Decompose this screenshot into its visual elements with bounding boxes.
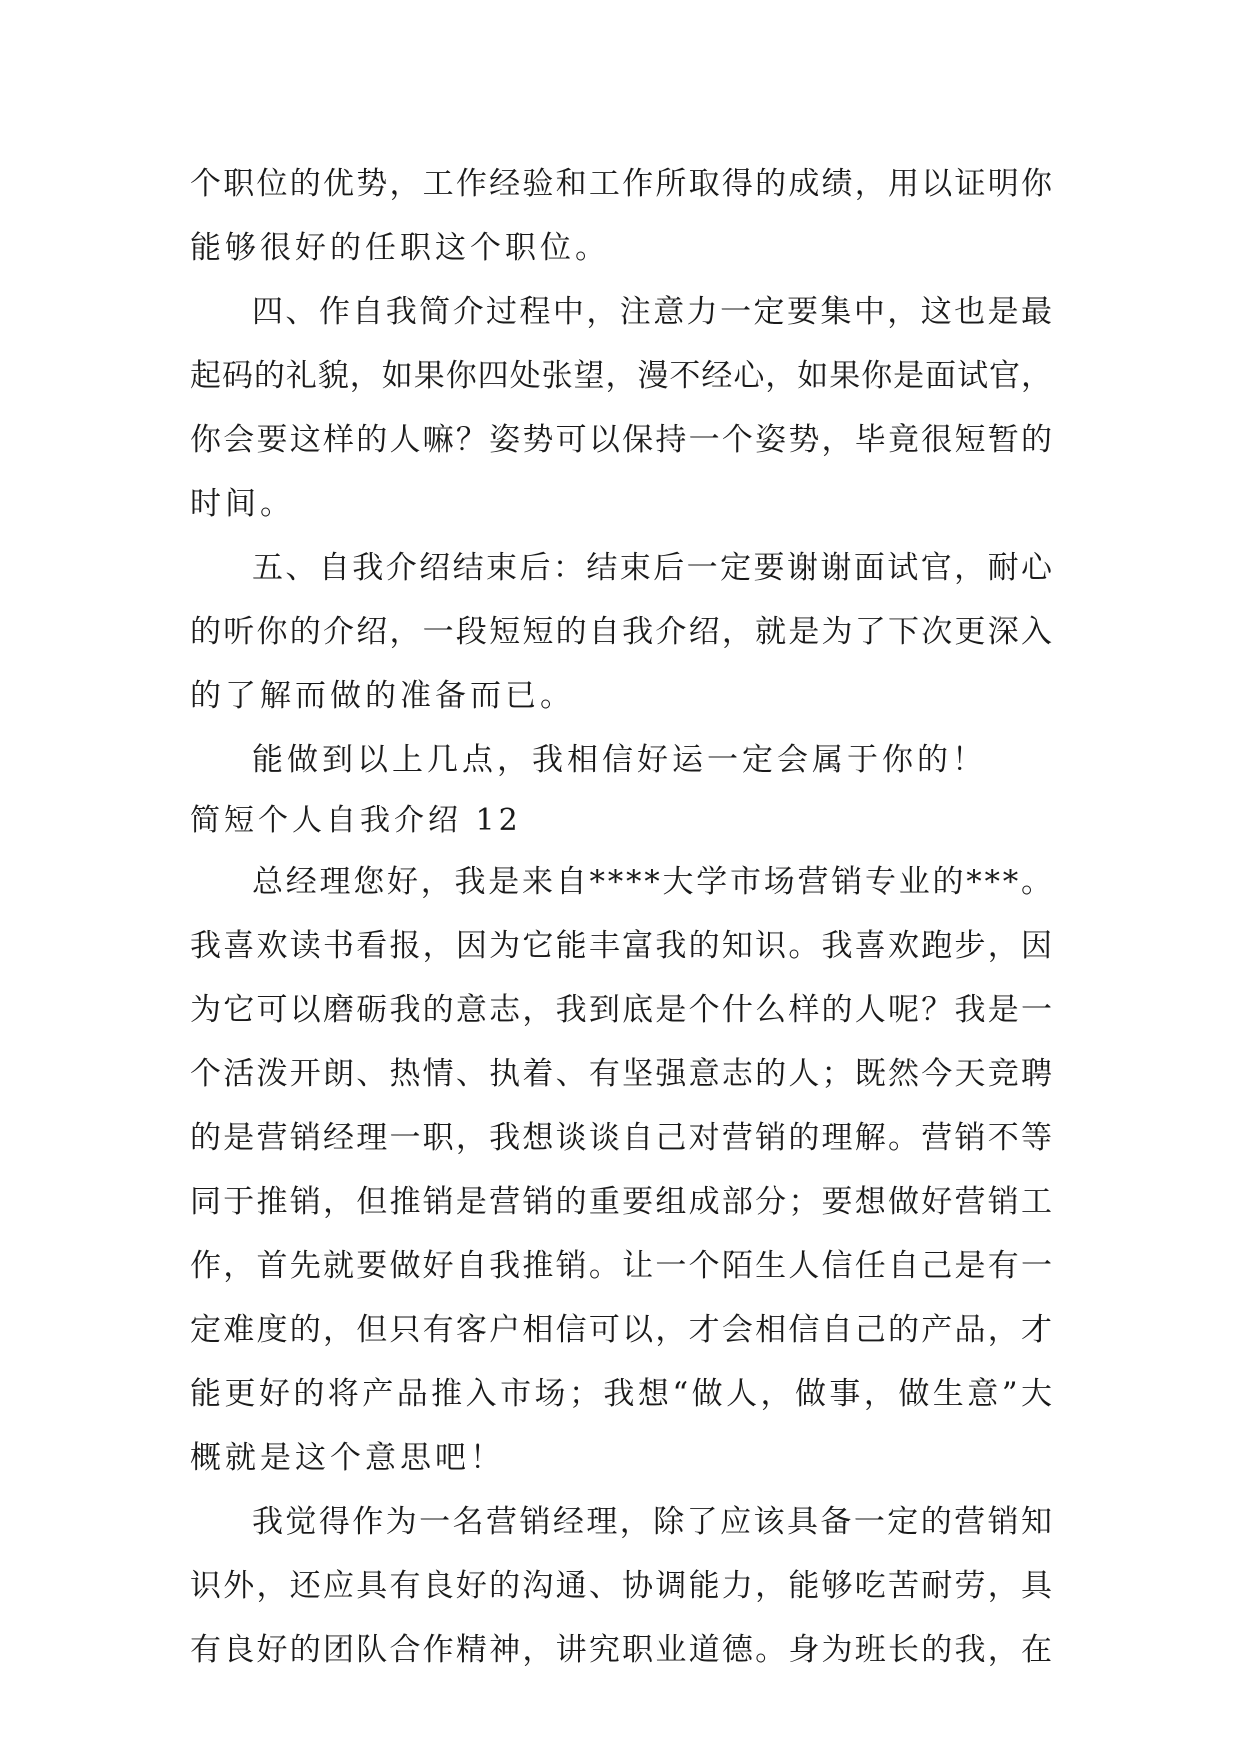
text-line: 能做到以上几点，我相信好运一定会属于你的！ (252, 742, 987, 778)
text-line: 为它可以磨砺我的意志，我到底是个什么样的人呢？我是一 (190, 992, 1055, 1028)
text-line: 时间。 (190, 486, 295, 522)
text-line: 个活泼开朗、热情、执着、有坚强意志的人；既然今天竞聘 (190, 1056, 1055, 1092)
text-line: 识外，还应具有良好的沟通、协调能力，能够吃苦耐劳，具 (190, 1568, 1055, 1604)
text-line: 起码的礼貌，如果你四处张望，漫不经心，如果你是面试官， (190, 358, 1053, 394)
text-line: 我喜欢读书看报，因为它能丰富我的知识。我喜欢跑步，因 (190, 928, 1055, 964)
text-line: 能够很好的任职这个职位。 (190, 230, 610, 266)
text-line: 总经理您好，我是来自****大学市场营销专业的***。 (252, 864, 1055, 900)
section-heading: 简短个人自我介绍 12 (190, 803, 522, 838)
text-line: 定难度的，但只有客户相信可以，才会相信自己的产品，才 (190, 1312, 1055, 1348)
text-line: 的了解而做的准备而已。 (190, 678, 575, 714)
text-line: 我觉得作为一名营销经理，除了应该具备一定的营销知 (252, 1504, 1055, 1540)
text-line: 概就是这个意思吧！ (190, 1440, 505, 1476)
text-line: 的听你的介绍，一段短短的自我介绍，就是为了下次更深入 (190, 614, 1055, 650)
text-line: 四、作自我简介过程中，注意力一定要集中，这也是最 (252, 294, 1055, 330)
text-line: 个职位的优势，工作经验和工作所取得的成绩，用以证明你 (190, 166, 1055, 202)
text-line: 的是营销经理一职，我想谈谈自己对营销的理解。营销不等 (190, 1120, 1055, 1156)
text-line: 同于推销，但推销是营销的重要组成部分；要想做好营销工 (190, 1184, 1055, 1220)
document-page (190, 152, 1056, 1682)
text-line: 五、自我介绍结束后：结束后一定要谢谢面试官，耐心 (252, 550, 1055, 586)
text-line: 有良好的团队合作精神，讲究职业道德。身为班长的我，在 (190, 1632, 1055, 1668)
text-line: 能更好的将产品推入市场；我想“做人，做事，做生意”大 (190, 1376, 1056, 1412)
text-line: 作，首先就要做好自我推销。让一个陌生人信任自己是有一 (190, 1248, 1055, 1284)
text-line: 你会要这样的人嘛？姿势可以保持一个姿势，毕竟很短暂的 (190, 422, 1055, 458)
